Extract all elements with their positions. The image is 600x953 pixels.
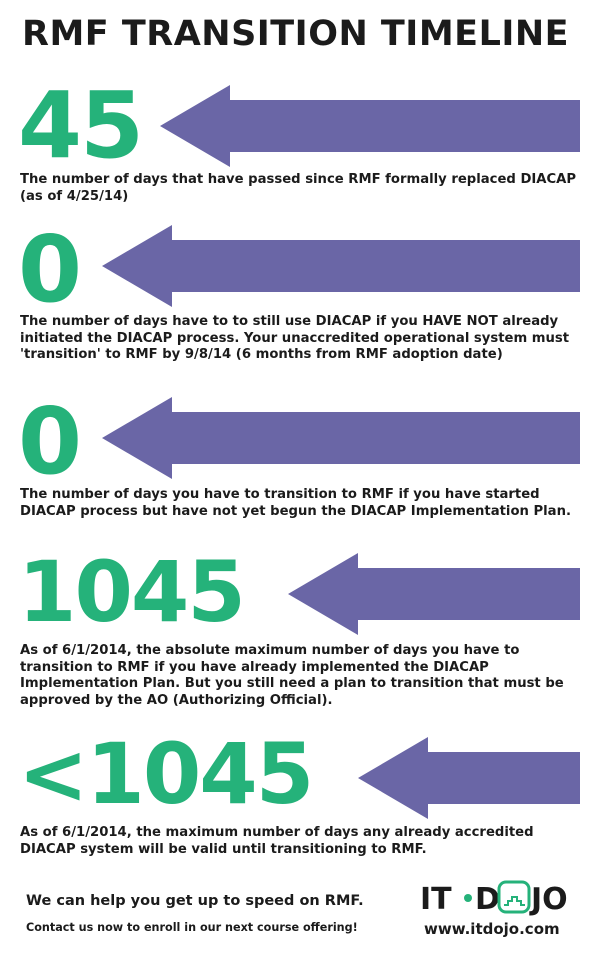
footer-contact: Contact us now to enroll in our next course offering! [26, 921, 358, 934]
left-arrow-icon [102, 225, 580, 307]
item-description: The number of days you have to transition to RMF if you have started DIACAP process but have not yet begun the DIACAP Implementation Plan. [20, 487, 571, 519]
item-description: As of 6/1/2014, the maximum number of days any already accredited DIACAP system will be valid until transitioning to RMF. [20, 825, 534, 857]
left-arrow-icon [358, 737, 580, 819]
left-arrow-icon [102, 397, 580, 479]
item-description: The number of days have to to still use DIACAP if you HAVE NOT already initiated the DIACAP process. Your unaccredited operational system must 'transition' to RMF by 9/8/14 (6 months from RMF adoption date) [20, 314, 570, 362]
item-description: The number of days that have passed since RMF formally replaced DIACAP (as of 4/25/14) [20, 172, 577, 204]
itdojo-logo [420, 876, 580, 918]
footer-cta: We can help you get up to speed on RMF. [26, 893, 364, 909]
item-number: 0 [18, 216, 83, 323]
svg-text:IT: IT [420, 882, 452, 917]
left-arrow-icon [288, 553, 580, 635]
website-url[interactable]: www.itdojo.com [424, 920, 560, 938]
left-arrow-icon [160, 85, 580, 167]
item-description: As of 6/1/2014, the absolute maximum number of days you have to transition to RMF if you have already implemented the DIACAP Implementation Plan. But you still need a plan to transition that must be approved by the AO (Authorizing Official). [20, 643, 564, 708]
page-title: RMF TRANSITION TIMELINE [22, 14, 570, 54]
svg-text:D: D [475, 882, 500, 917]
item-number: 0 [18, 388, 83, 495]
item-number: 45 [18, 72, 143, 179]
item-number: 1045 [18, 543, 244, 641]
svg-text:JO: JO [531, 882, 568, 917]
item-number: <1045 [18, 725, 313, 823]
